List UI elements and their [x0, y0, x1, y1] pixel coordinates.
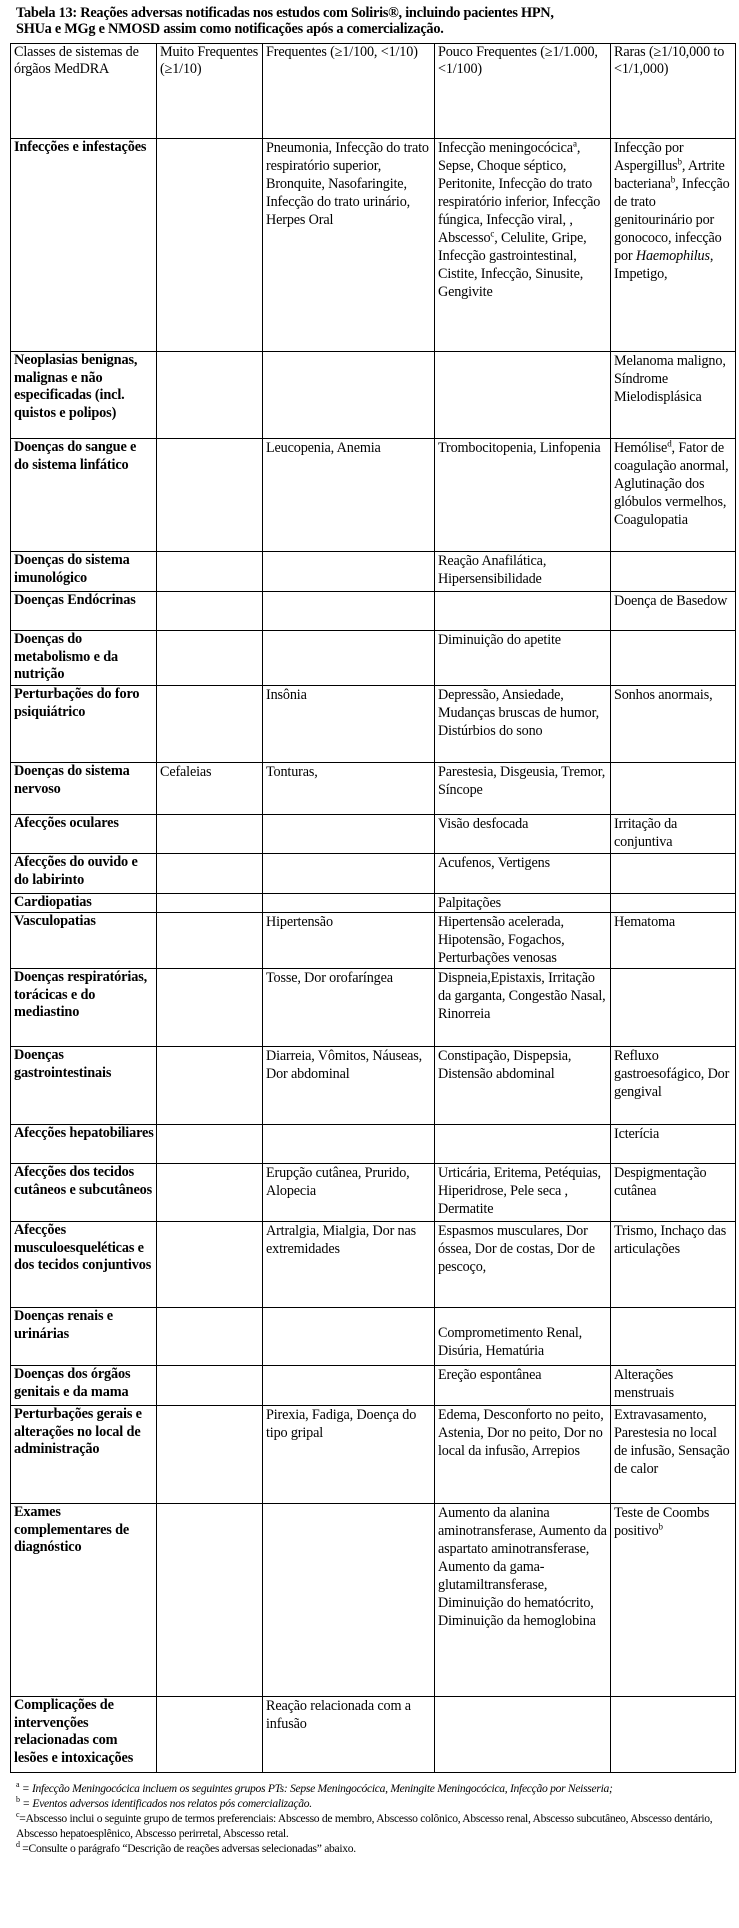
cell-very-common	[157, 1125, 263, 1164]
cell-uncommon	[435, 1164, 611, 1222]
cell-common: Erupção cutânea, Prurido, Alopecia	[263, 1164, 435, 1222]
cell-rare	[611, 1047, 736, 1125]
table-row	[11, 763, 736, 815]
cell-text-part: Infecção por Aspergillus	[614, 140, 684, 174]
cell-uncommon	[435, 1697, 611, 1773]
table-row	[11, 686, 736, 763]
table-row	[11, 815, 736, 854]
cell-text-part: Refluxo gastroesofágico, Dor gengival	[614, 1048, 730, 1100]
cell-text-part: Despigmentação cutânea	[614, 1165, 707, 1199]
cell-text-part: , Infecção de trato genitourinário por gonococo, infecção por	[614, 176, 730, 264]
cell-soc: Perturbações do foro psiquiátrico	[11, 686, 157, 763]
cell-common	[263, 1125, 435, 1164]
cell-text-part: Espasmos musculares, Dor óssea, Dor de costas, Dor de pescoço,	[438, 1223, 595, 1275]
cell-text-part: , Celulite, Gripe, Infecção gastrointestinal, Cistite, Infecção, Sinusite, Gengivite	[438, 230, 587, 300]
cell-text-part: Palpitações	[438, 895, 501, 911]
cell-soc: Afecções oculares	[11, 815, 157, 854]
cell-uncommon	[435, 1504, 611, 1697]
header-uncommon: Pouco Frequentes (≥1/1.000, <1/100)	[435, 44, 611, 139]
cell-rare	[611, 352, 736, 439]
cell-common: Artralgia, Mialgia, Dor nas extremidades	[263, 1222, 435, 1308]
cell-text-part: Irritação da conjuntiva	[614, 816, 678, 850]
cell-very-common	[157, 439, 263, 552]
cell-soc: Doenças gastrointestinais	[11, 1047, 157, 1125]
cell-soc: Perturbações gerais e alterações no local de administração	[11, 1406, 157, 1504]
cell-text-part: , Sepse, Choque séptico, Peritonite, Infecção do trato respiratório inferior, Infecção fúngica, Infecção viral, , Abscesso	[438, 140, 601, 246]
cell-very-common	[157, 1308, 263, 1366]
cell-soc: Doenças respiratórias, torácicas e do mediastino	[11, 969, 157, 1047]
caption-line-2: SHUa e MGg e NMOSD assim como notificações após a comercialização.	[16, 21, 444, 37]
cell-rare	[611, 969, 736, 1047]
cell-common: Tosse, Dor orofaríngea	[263, 969, 435, 1047]
cell-text-part: Trismo, Inchaço das articulações	[614, 1223, 727, 1257]
cell-uncommon	[435, 815, 611, 854]
cell-common: Leucopenia, Anemia	[263, 439, 435, 552]
cell-very-common	[157, 1164, 263, 1222]
cell-soc: Doenças Endócrinas	[11, 592, 157, 631]
cell-uncommon	[435, 592, 611, 631]
footnote-c	[16, 1811, 735, 1841]
cell-common	[263, 631, 435, 686]
cell-common: Pirexia, Fadiga, Doença do tipo gripal	[263, 1406, 435, 1504]
cell-text-part: Sonhos anormais,	[614, 687, 713, 703]
cell-text-part: Depressão, Ansiedade, Mudanças bruscas de humor, Distúrbios do sono	[438, 687, 600, 739]
cell-very-common	[157, 139, 263, 352]
cell-rare	[611, 854, 736, 894]
cell-very-common	[157, 894, 263, 913]
table-row	[11, 913, 736, 969]
cell-uncommon	[435, 139, 611, 352]
cell-very-common	[157, 686, 263, 763]
cell-soc: Cardiopatias	[11, 894, 157, 913]
cell-text-part: Icterícia	[614, 1126, 660, 1142]
cell-rare	[611, 686, 736, 763]
footnote-mark: b	[16, 1795, 20, 1805]
cell-text-part: Diminuição do apetite	[438, 632, 561, 648]
cell-text-part: Melanoma maligno, Síndrome Mielodisplásica	[614, 353, 726, 405]
table-row	[11, 1504, 736, 1697]
footnote-mark: d	[16, 1840, 20, 1850]
table-row	[11, 352, 736, 439]
header-row	[11, 44, 736, 139]
cell-very-common	[157, 1406, 263, 1504]
cell-uncommon	[435, 352, 611, 439]
table-row	[11, 439, 736, 552]
cell-uncommon	[435, 686, 611, 763]
cell-text-part: d	[667, 438, 672, 449]
cell-uncommon	[435, 1366, 611, 1406]
cell-soc: Neoplasias benignas, malignas e não especificadas (incl. quistos e polipos)	[11, 352, 157, 439]
cell-common: Hipertensão	[263, 913, 435, 969]
cell-soc: Exames complementares de diagnóstico	[11, 1504, 157, 1697]
table-row	[11, 1697, 736, 1773]
table-caption	[10, 4, 735, 43]
cell-rare	[611, 815, 736, 854]
table-body	[11, 139, 736, 1773]
cell-rare	[611, 1308, 736, 1366]
footnote-mark: c	[16, 1810, 20, 1820]
cell-rare	[611, 1697, 736, 1773]
footnote-text: =Consulte o parágrafo “Descrição de reações adversas selecionadas” abaixo.	[19, 1842, 356, 1855]
cell-rare	[611, 439, 736, 552]
cell-text-part: Alterações menstruais	[614, 1367, 674, 1401]
cell-text-part: Hematoma	[614, 914, 676, 930]
cell-text-part: Parestesia, Disgeusia, Tremor, Síncope	[438, 764, 606, 798]
cell-uncommon	[435, 854, 611, 894]
cell-very-common: Cefaleias	[157, 763, 263, 815]
header-rare: Raras (≥1/10,000 to <1/1,000)	[611, 44, 736, 139]
cell-rare	[611, 1366, 736, 1406]
cell-soc: Doenças do metabolismo e da nutrição	[11, 631, 157, 686]
cell-very-common	[157, 352, 263, 439]
table-row	[11, 552, 736, 592]
cell-soc: Doenças renais e urinárias	[11, 1308, 157, 1366]
table-row	[11, 1366, 736, 1406]
table-row	[11, 631, 736, 686]
cell-common	[263, 854, 435, 894]
cell-soc: Doenças do sistema nervoso	[11, 763, 157, 815]
table-row	[11, 1125, 736, 1164]
cell-soc: Complicações de intervenções relacionadas com lesões e intoxicações	[11, 1697, 157, 1773]
cell-text-part: Constipação, Dispepsia, Distensão abdominal	[438, 1048, 572, 1082]
cell-common	[263, 352, 435, 439]
cell-text-part: Visão desfocada	[438, 816, 529, 832]
footnotes	[10, 1781, 735, 1856]
cell-text-part: Trombocitopenia, Linfopenia	[438, 440, 601, 456]
table-row	[11, 1308, 736, 1366]
cell-uncommon	[435, 631, 611, 686]
footnote-text: = Eventos adversos identificados nos relatos pós comercialização.	[19, 1797, 312, 1810]
cell-rare	[611, 1222, 736, 1308]
cell-common	[263, 1366, 435, 1406]
cell-text-part: b	[670, 174, 676, 185]
cell-rare	[611, 592, 736, 631]
cell-soc: Doenças dos órgãos genitais e da mama	[11, 1366, 157, 1406]
footnote-d	[16, 1841, 735, 1856]
cell-text-part: Aumento da alanina aminotransferase, Aumento da aspartato aminotransferase, Aumento da gama-glutamiltransferase, Diminuição do hematócrito, Diminuição da hemoglobina	[438, 1505, 607, 1629]
cell-uncommon	[435, 552, 611, 592]
cell-rare	[611, 894, 736, 913]
header-soc: Classes de sistemas de órgãos MedDRA	[11, 44, 157, 139]
cell-soc: Afecções musculoesqueléticas e dos tecidos conjuntivos	[11, 1222, 157, 1308]
cell-text-part: Dispneia,Epistaxis, Irritação da garganta, Congestão Nasal, Rinorreia	[438, 970, 606, 1022]
cell-uncommon	[435, 969, 611, 1047]
cell-text-part: Hemólise	[614, 440, 668, 456]
cell-rare	[611, 631, 736, 686]
cell-text-part: c	[490, 228, 495, 239]
footnote-text: = Infecção Meningocócica incluem os seguintes grupos PTs: Sepse Meningocócica, Meningite Meningocócica, Infecção por Neisseria;	[19, 1782, 613, 1795]
cell-rare	[611, 763, 736, 815]
header-common: Frequentes (≥1/100, <1/10)	[263, 44, 435, 139]
cell-common	[263, 592, 435, 631]
cell-text-part: Ereção espontânea	[438, 1367, 542, 1383]
cell-text-part: Acufenos, Vertigens	[438, 855, 550, 871]
cell-common	[263, 1308, 435, 1366]
cell-very-common	[157, 552, 263, 592]
cell-soc: Doenças do sistema imunológico	[11, 552, 157, 592]
cell-uncommon	[435, 1406, 611, 1504]
cell-very-common	[157, 1047, 263, 1125]
cell-common	[263, 552, 435, 592]
cell-text-part: Hipertensão acelerada, Hipotensão, Fogachos, Perturbações venosas	[438, 914, 565, 966]
cell-common: Tonturas,	[263, 763, 435, 815]
cell-rare	[611, 1504, 736, 1697]
cell-soc: Doenças do sangue e do sistema linfático	[11, 439, 157, 552]
table-row	[11, 592, 736, 631]
cell-text-part: , Artrite bacteriana	[614, 158, 725, 192]
cell-text-part: Teste de Coombs positivo	[614, 1505, 710, 1539]
footnote-a	[16, 1781, 735, 1796]
cell-common: Reação relacionada com a infusão	[263, 1697, 435, 1773]
cell-text-part: b	[658, 1521, 663, 1532]
cell-text-part: Haemophilus	[635, 248, 710, 264]
cell-uncommon	[435, 1125, 611, 1164]
cell-soc: Afecções hepatobiliares	[11, 1125, 157, 1164]
table-row	[11, 1164, 736, 1222]
cell-uncommon	[435, 1047, 611, 1125]
cell-rare	[611, 1125, 736, 1164]
adverse-reactions-table	[10, 43, 736, 1773]
cell-very-common	[157, 969, 263, 1047]
cell-soc: Infecções e infestações	[11, 139, 157, 352]
cell-common: Diarreia, Vômitos, Náuseas, Dor abdominal	[263, 1047, 435, 1125]
cell-common	[263, 894, 435, 913]
cell-text-part: Urticária, Eritema, Petéquias, Hiperidrose, Pele seca , Dermatite	[438, 1165, 601, 1217]
cell-very-common	[157, 592, 263, 631]
cell-uncommon	[435, 1308, 611, 1366]
cell-text-part: Edema, Desconforto no peito, Astenia, Dor no peito, Dor no local da infusão, Arrepios	[438, 1407, 604, 1459]
cell-text-part: , Fator de coagulação anormal, Aglutinação dos glóbulos vermelhos, Coagulopatia	[614, 440, 729, 528]
cell-text-part: a	[572, 138, 577, 149]
cell-very-common	[157, 631, 263, 686]
cell-very-common	[157, 1697, 263, 1773]
cell-text-part: Extravasamento, Parestesia no local de infusão, Sensação de calor	[614, 1407, 730, 1477]
cell-common: Pneumonia, Infecção do trato respiratório superior, Bronquite, Nasofaringite, Infecção do trato urinário, Herpes Oral	[263, 139, 435, 352]
cell-text-part: Reação Anafilática, Hipersensibilidade	[438, 553, 547, 587]
document	[10, 4, 735, 1856]
cell-text-part: Comprometimento Renal, Disúria, Hematúria	[438, 1325, 583, 1359]
cell-soc: Afecções dos tecidos cutâneos e subcutâneos	[11, 1164, 157, 1222]
cell-common	[263, 815, 435, 854]
cell-uncommon	[435, 763, 611, 815]
cell-very-common	[157, 854, 263, 894]
cell-very-common	[157, 815, 263, 854]
cell-rare	[611, 1164, 736, 1222]
table-row	[11, 139, 736, 352]
header-very-common: Muito Frequentes (≥1/10)	[157, 44, 263, 139]
cell-text-part: , Impetigo,	[614, 248, 714, 282]
cell-rare	[611, 139, 736, 352]
cell-soc: Afecções do ouvido e do labirinto	[11, 854, 157, 894]
cell-common: Insônia	[263, 686, 435, 763]
cell-rare	[611, 913, 736, 969]
cell-very-common	[157, 913, 263, 969]
table-row	[11, 1047, 736, 1125]
cell-uncommon	[435, 913, 611, 969]
table-row	[11, 1406, 736, 1504]
caption-line-1: Tabela 13: Reações adversas notificadas nos estudos com Soliris®, incluindo pacientes HPN,	[16, 5, 554, 21]
cell-soc: Vasculopatias	[11, 913, 157, 969]
footnote-text: =Abscesso inclui o seguinte grupo de termos preferenciais: Abscesso de membro, Abscesso colônico, Abscesso renal, Abscesso subcutâneo, Abscesso dentário, Abscesso hepatoesplênico, Abscesso perirretal, Abscesso retal.	[16, 1812, 713, 1840]
cell-uncommon	[435, 439, 611, 552]
cell-rare	[611, 1406, 736, 1504]
table-row	[11, 969, 736, 1047]
footnote-mark: a	[16, 1780, 20, 1790]
table-row	[11, 894, 736, 913]
cell-text-part: Doença de Basedow	[614, 593, 728, 609]
cell-very-common	[157, 1504, 263, 1697]
cell-text-part: b	[677, 156, 682, 167]
cell-uncommon	[435, 894, 611, 913]
cell-text-part: Infecção meningocócica	[438, 140, 573, 156]
footnote-b	[16, 1796, 735, 1811]
cell-rare	[611, 552, 736, 592]
table-row	[11, 1222, 736, 1308]
cell-very-common	[157, 1366, 263, 1406]
cell-uncommon	[435, 1222, 611, 1308]
cell-very-common	[157, 1222, 263, 1308]
table-row	[11, 854, 736, 894]
cell-common	[263, 1504, 435, 1697]
